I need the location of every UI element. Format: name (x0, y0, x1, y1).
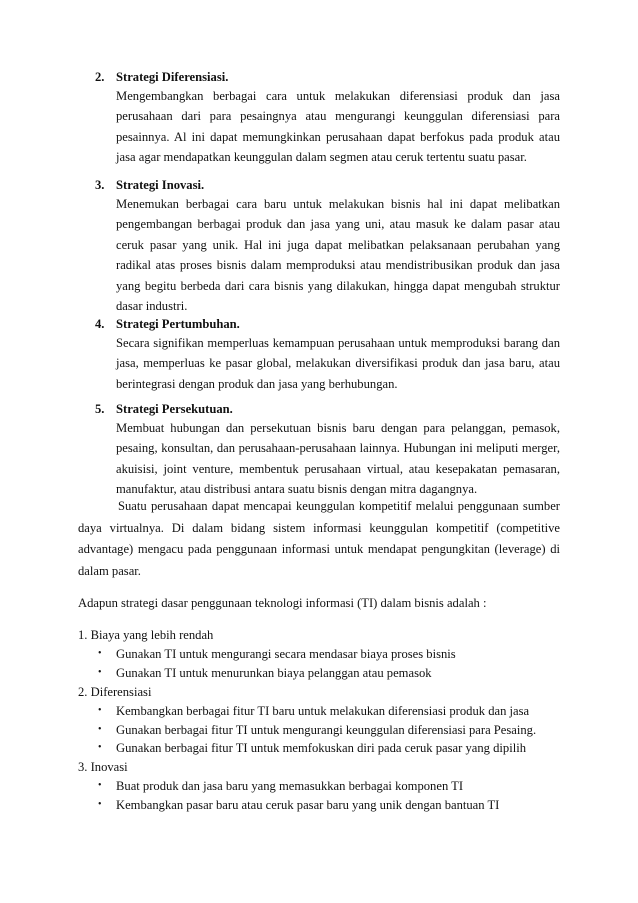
numbered-item-5 (95, 400, 560, 500)
item-title: Strategi Persekutuan. (116, 402, 233, 416)
bullet-icon: • (98, 666, 102, 678)
list-item (78, 721, 560, 740)
item-number: 4. (95, 317, 105, 331)
list-item (78, 645, 560, 664)
bullet-list (78, 777, 560, 814)
strategy-title: 1. Biaya yang lebih rendah (78, 628, 214, 642)
strategy-2 (78, 683, 560, 758)
item-title: Strategi Diferensiasi. (116, 70, 229, 84)
strategy-title: 2. Diferensiasi (78, 685, 152, 699)
item-number: 5. (95, 402, 105, 416)
bullet-icon: • (98, 705, 102, 716)
bullet-icon: • (98, 648, 102, 659)
body-paragraph: Suatu perusahaan dapat mencapai keunggulan kompetitif melalui penggunaan sumber daya virtualnya. Di dalam bidang sistem informasi keunggulan kompetitif (competitive advantage) mengacu pada penggunaan informasi untuk mendapat pengungkitan (leverage) di dalam pasar. (78, 499, 560, 578)
item-heading (95, 68, 560, 86)
item-body: Secara signifikan memperluas kemampuan perusahaan untuk memproduksi barang dan jasa, memperluas ke pasar global, melakukan diversifikasi produk dan jasa baru, atau berintegrasi dengan produk dan jasa yang berhubungan. (116, 336, 560, 391)
bullet-list (78, 645, 560, 682)
numbered-item-3 (95, 176, 560, 316)
list-item (78, 739, 560, 758)
item-body: Mengembangkan berbagai cara untuk melakukan diferensiasi produk dan jasa perusahaan dari para pesaingnya atau mengurangi keunggulan diferensiasi para pesainnya. Al ini dapat memungkinkan perusahaan dapat berfokus pada produk atau jasa agar mendapatkan keunggulan dalam segmen atau ceruk tertentu suatu pasar. (116, 89, 560, 165)
numbered-item-4 (95, 315, 560, 394)
item-title: Strategi Pertumbuhan. (116, 317, 240, 331)
list-item-text: Buat produk dan jasa baru yang memasukkan berbagai komponen TI (116, 779, 464, 793)
item-title: Strategi Inovasi. (116, 178, 205, 192)
numbered-item-2 (95, 68, 560, 168)
strategy-title: 3. Inovasi (78, 760, 128, 774)
list-item-text: Kembangkan berbagai fitur TI baru untuk melakukan diferensiasi produk dan jasa (116, 704, 530, 718)
item-heading (95, 176, 560, 194)
list-item-text: Kembangkan pasar baru atau ceruk pasar baru yang unik dengan bantuan TI (116, 797, 500, 812)
strategy-1 (78, 626, 560, 682)
list-item-text: Gunakan TI untuk menurunkan biaya pelanggan atau pemasok (116, 665, 432, 680)
bullet-icon: • (98, 798, 102, 810)
strategy-3 (78, 758, 560, 814)
item-heading (95, 400, 560, 418)
item-body: Membuat hubungan dan persekutuan bisnis baru dengan para pelanggan, pemasok, pesaing, konsultan, dan perusahaan-perusahaan lainnya. Hubungan ini meliputi merger, akuisisi, joint venture, membentuk perusahaan virtual, atau kesepakatan pemasaran, manufaktur, atau distribusi antara suatu bisnis dengan mitra dagangnya. (116, 421, 560, 497)
item-number: 2. (95, 70, 105, 84)
strategy-intro: Adapun strategi dasar penggunaan teknologi informasi (TI) dalam bisnis adalah : (78, 596, 487, 610)
list-item-text: Gunakan berbagai fitur TI untuk mengurangi keunggulan diferensiasi para Pesaing. (116, 722, 537, 737)
item-heading (95, 315, 560, 333)
list-item (78, 702, 560, 721)
item-number: 3. (95, 178, 105, 192)
item-body: Menemukan berbagai cara baru untuk melakukan bisnis hal ini dapat melibatkan pengembangan berbagai produk dan jasa yang uni, atau masuk ke dalam pasar atau ceruk pasar yang unik. Hal ini juga dapat melibatkan pelaksanaan perubahan yang radikal atas proses bisnis dalam memproduksi atau mendistribusikan produk dan jasa yang begitu berbeda dari cara bisnis yang dilakukan, hingga dapat mengubah struktur dasar industri. (116, 197, 560, 314)
list-item (78, 777, 560, 796)
list-item-text: Gunakan TI untuk mengurangi secara mendasar biaya proses bisnis (116, 647, 456, 661)
list-item (78, 664, 560, 683)
bullet-icon: • (98, 742, 102, 754)
list-item (78, 796, 560, 815)
bullet-icon: • (98, 780, 102, 791)
bullet-list (78, 702, 560, 758)
bullet-icon: • (98, 723, 102, 735)
list-item-text: Gunakan berbagai fitur TI untuk memfokuskan diri pada ceruk pasar yang dipilih (116, 741, 526, 756)
